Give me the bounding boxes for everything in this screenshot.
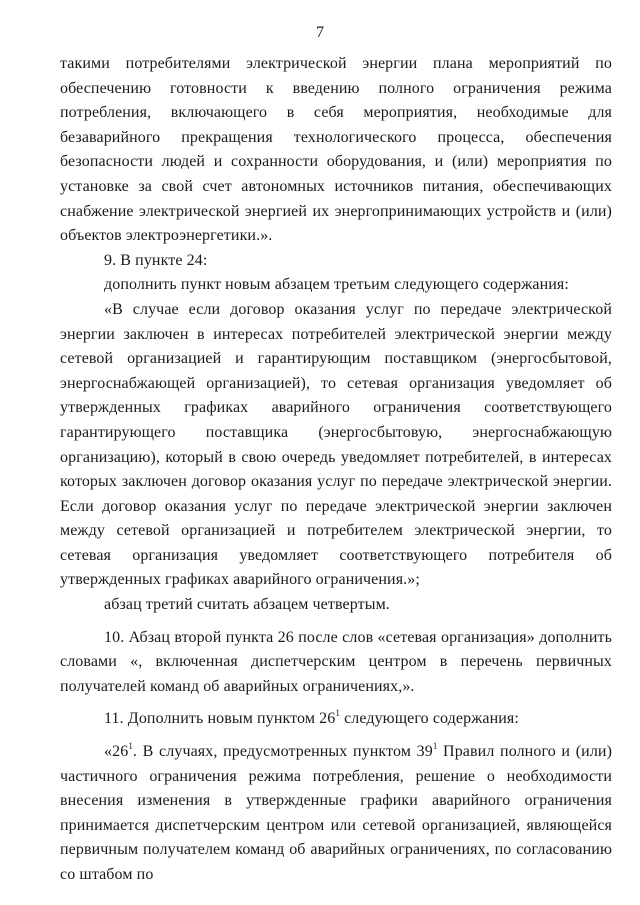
paragraph-item-9-renumber: абзац третий считать абзацем четвертым.	[104, 596, 390, 614]
item-26-1-part3: Правил полного и (или) частичного ограничения режима потребления, решение о необходимости внесения изменения в утвержденные графики аварийного ограничения принимается диспетчерским центром или сетевой организацией, являющейся первичным получателем команд об аварийных ограничениях, по согласованию со штабом по	[60, 743, 612, 883]
paragraph-continuation: такими потребителями электрической энергии плана мероприятий по обеспечению готовности к введению полного ограничения режима потребления, включающего в себя мероприятия, необходимые для безаварийного прекращения технологического процесса, обеспечения безопасности людей и сохранности оборудования, и (или) мероприятия по установке за свой счет автономных источников питания, обеспечивающих снабжение электрической энергией их энергопринимающих устройств и (или) объектов электроэнергетики.».	[60, 55, 612, 245]
paragraph-item-9: 9. В пункте 24:	[104, 251, 208, 269]
page-number: 7	[316, 24, 324, 41]
item-26-1-superscript-2: 1	[432, 741, 438, 752]
paragraph-item-9-quote: «В случае если договор оказания услуг по передаче электрической энергии заключен в интересах потребителей электрической энергии между сетевой организацией и гарантирующим поставщиком (энергосбытовой, энергоснабжающей организацией), то сетевая организация уведомляет об утвержденных графиках аварийного ограничения соответствующего гарантирующего поставщика (энергосбытовую, энергоснабжающую организацию), который в свою очередь уведомляет потребителей, в интересах которых заключен договор оказания услуг по передаче электрической энергии. Если договор оказания услуг по передаче электрической энергии заключен между сетевой организацией и потребителем электрической энергии, то сетевая организация уведомляет соответствующего потребителя об утвержденных графиках аварийного ограничения.»;	[60, 300, 612, 589]
item-11-superscript: 1	[335, 708, 340, 719]
paragraph-item-10: 10. Абзац второй пункта 26 после слов «сетевая организация» дополнить словами «, включенная диспетчерским центром в перечень первичных получателей команд об аварийных ограничениях,».	[60, 628, 612, 695]
paragraph-item-26-1	[60, 740, 612, 888]
item-26-1-part1: «26	[104, 743, 129, 761]
item-11-text-before: 11. Дополнить новым пунктом 26	[104, 710, 336, 728]
item-26-1-part2: . В случаях, предусмотренных пунктом 39	[132, 743, 433, 761]
paragraph-item-9-instruction: дополнить пункт новым абзацем третьим следующего содержания:	[104, 276, 569, 294]
item-26-1-superscript-1: 1	[128, 741, 133, 752]
document-body	[60, 52, 612, 888]
item-11-text-after: следующего содержания:	[339, 710, 519, 728]
paragraph-item-11	[60, 707, 612, 732]
